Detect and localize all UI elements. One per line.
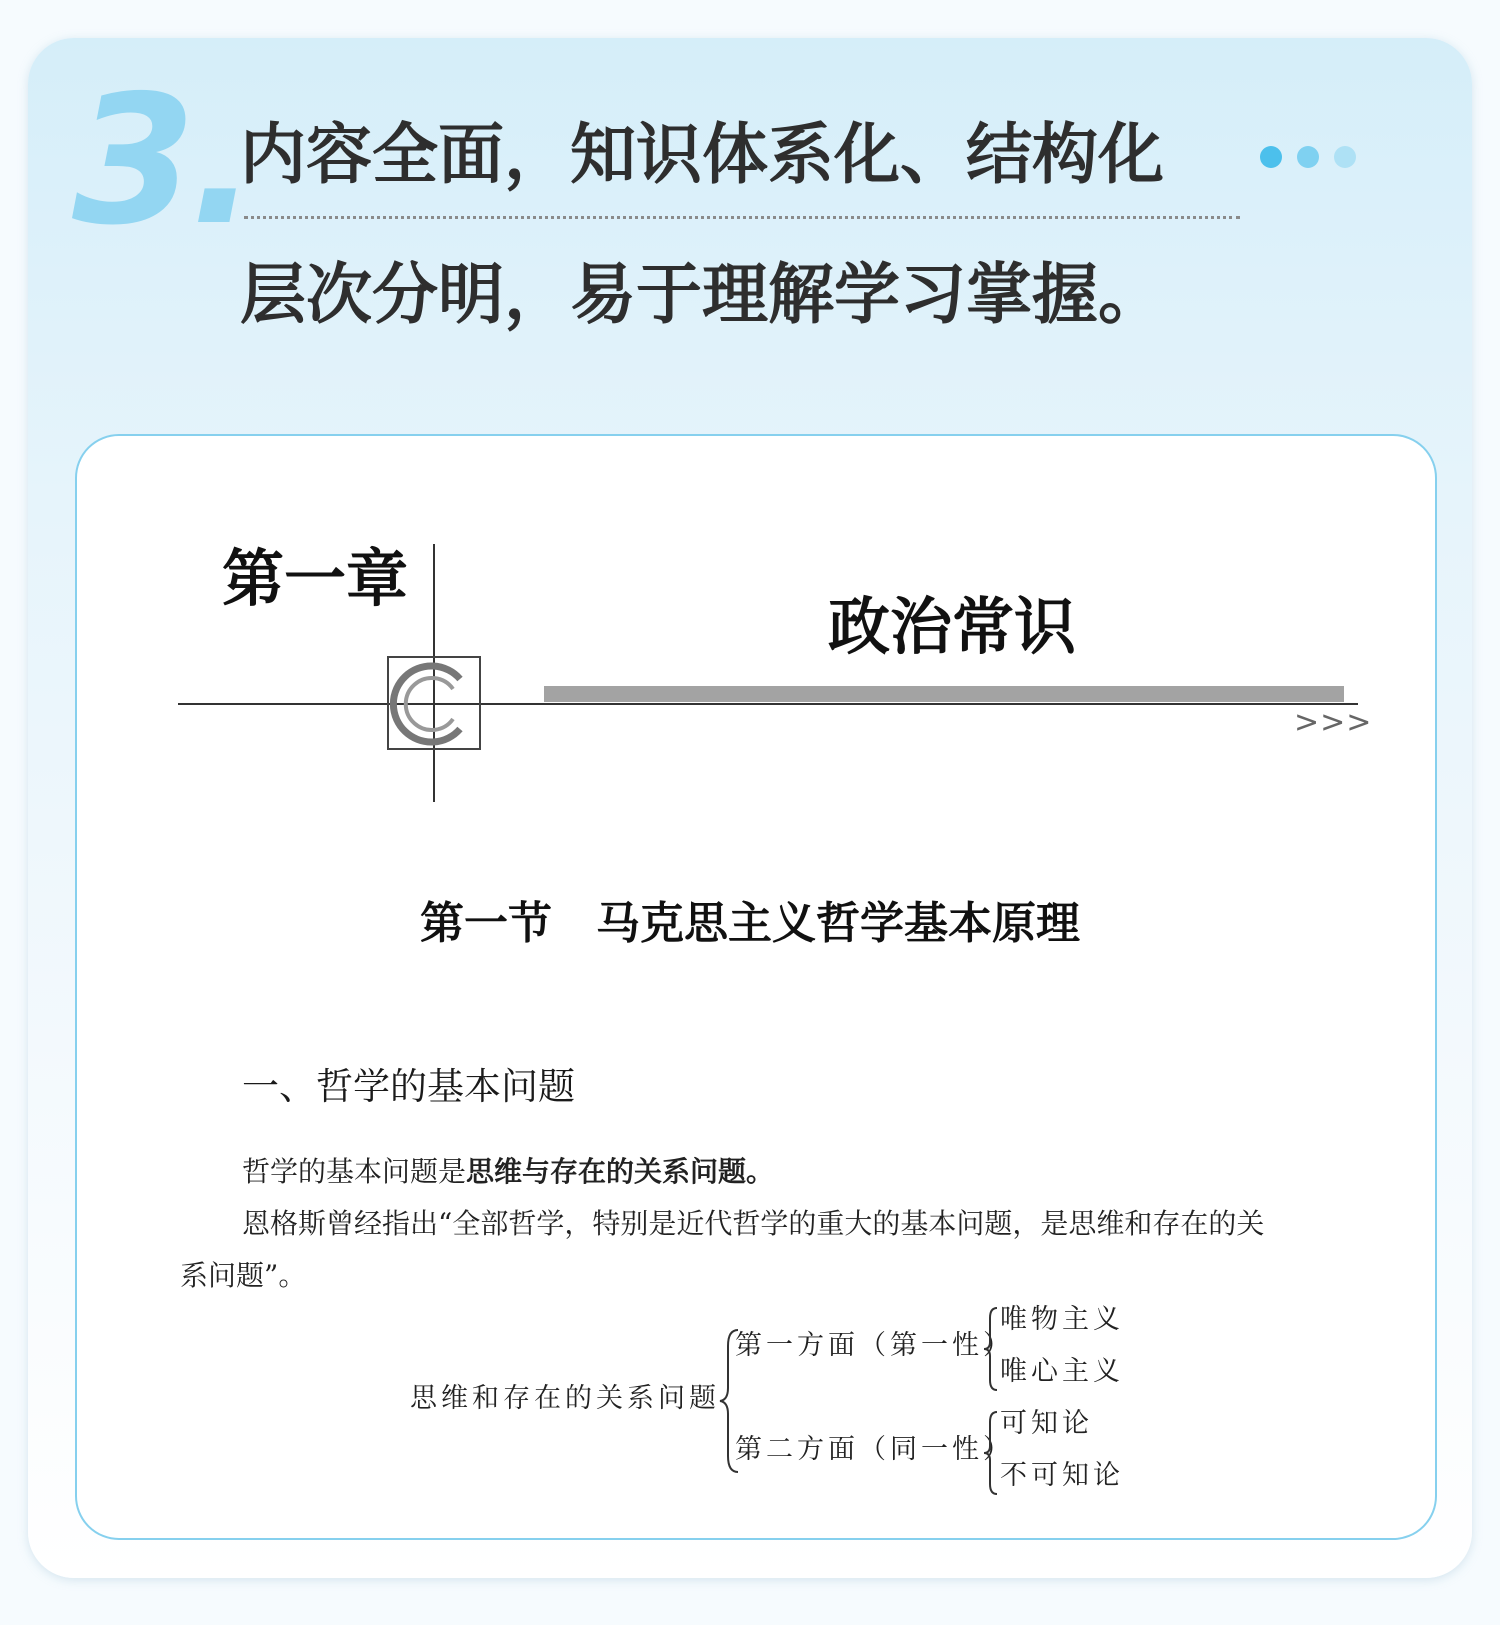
- feature-headline-line2: 层次分明，易于理解学习掌握。: [240, 256, 1164, 333]
- dotted-divider: [244, 216, 1240, 219]
- paragraph-1-emphasis: 思维与存在的关系问题。: [466, 1155, 775, 1188]
- diagram-leaf: 唯心主义: [1000, 1356, 1124, 1387]
- paragraph-2-line-1: 恩格斯曾经指出“全部哲学，特别是近代哲学的重大的基本问题，是思维和存在的关: [242, 1207, 1265, 1240]
- diagram-brace-branch-1: [982, 1304, 1000, 1394]
- paragraph-2-line-2: 系问题”。: [180, 1259, 307, 1292]
- section-title: 第一节 马克思主义哲学基本原理: [420, 898, 1080, 949]
- paragraph-1-text: 哲学的基本问题是: [242, 1155, 467, 1188]
- diagram-branch-2: 第二方面（同一性）: [735, 1434, 1014, 1465]
- feature-headline-line1: 内容全面，知识体系化、结构化: [240, 116, 1164, 193]
- chapter-title: 政治常识: [828, 590, 1077, 663]
- diagram-brace-branch-2: [982, 1408, 1000, 1498]
- decor-dot-1: [1260, 146, 1282, 168]
- diagram-leaf: 可知论: [1000, 1408, 1093, 1439]
- paragraph-1: [242, 1155, 775, 1188]
- arrows-marker: >>>: [1294, 705, 1373, 740]
- diagram-branch-1: 第一方面（第一性）: [735, 1330, 1014, 1361]
- diagram-leaf: 唯物主义: [1000, 1304, 1124, 1335]
- diagram-brace-main: [718, 1326, 742, 1476]
- diagram-root: 思维和存在的关系问题: [410, 1383, 720, 1414]
- diagram-leaf: 不可知论: [1000, 1460, 1124, 1491]
- decor-dot-2: [1297, 146, 1319, 168]
- chapter-label: 第一章: [222, 542, 409, 615]
- sub-heading: 一、哲学的基本问题: [242, 1065, 575, 1108]
- feature-number: 3.: [72, 57, 252, 264]
- decor-dot-3: [1334, 146, 1356, 168]
